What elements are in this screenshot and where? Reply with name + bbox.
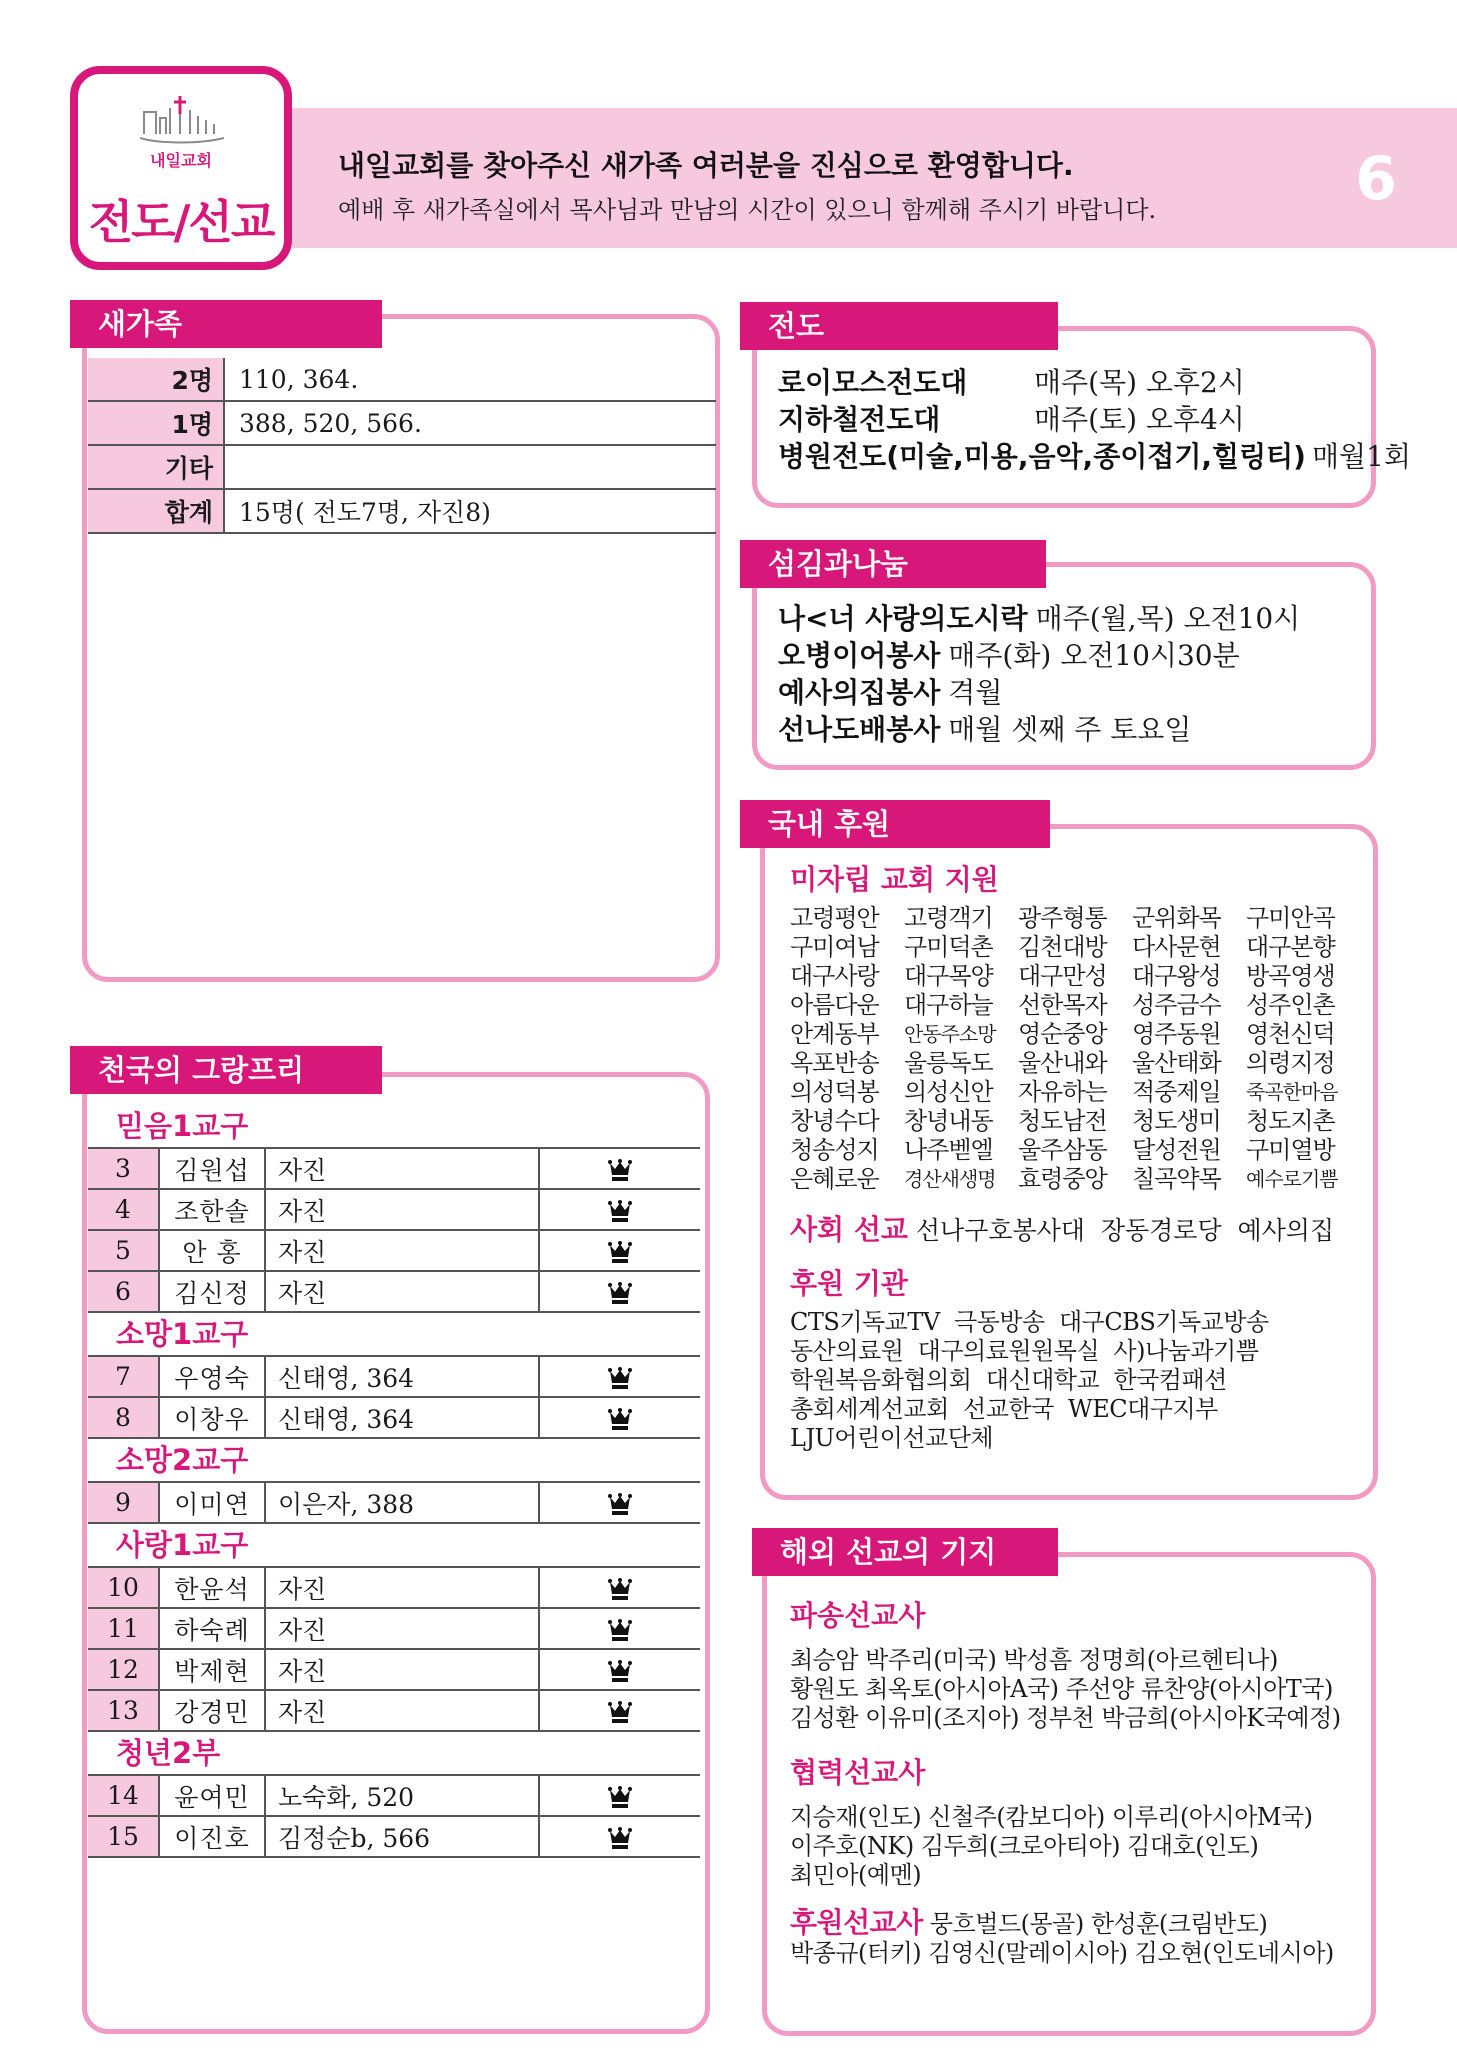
church-item: 대구목양 [904,962,993,990]
serving-time: 매주(화) 오전10시30분 [948,639,1240,672]
church-item: 구미덕촌 [904,933,993,961]
new-family-label: 1명 [88,401,224,445]
evangelism-name: 로이모스전도대 [778,366,968,399]
church-item: 영순중앙 [1018,1020,1107,1048]
evangelism-time: 매주(토) 오후4시 [1034,403,1245,436]
new-family-table [88,358,716,534]
agencies-list [790,1308,1370,1453]
evangelism-tab: 전도 [740,302,1058,350]
page-number: 6 [1355,144,1397,214]
church-item: 영천신덕 [1246,1020,1335,1048]
serving-row [778,674,1300,711]
coop-missionary-line: 이주호(NK) 김두희(크로아티아) 김대호(인도) [790,1832,1259,1860]
church-item: 옥포반송 [790,1049,879,1077]
church-item: 군위화목 [1132,904,1221,932]
crown-cell [539,1397,700,1438]
crown-icon [607,1282,633,1306]
serving-list [778,600,1300,748]
member-name: 이창우 [159,1397,265,1438]
coop-missionaries-list [790,1803,1360,1890]
support-missionaries-row [790,1908,1360,1939]
crown-icon [607,1786,633,1810]
group-title: 소망1교구 [116,1317,249,1351]
church-item: 청도지촌 [1246,1107,1335,1135]
crown-cell [539,1690,700,1731]
new-family-row [88,401,716,445]
new-family-row [88,489,716,533]
table-row [88,1567,700,1608]
welcome-text: 내일교회를 찾아주신 새가족 여러분을 진심으로 환영합니다. [338,149,1074,182]
crown-cell [539,1608,700,1649]
new-family-value: 110, 364. [224,358,716,401]
church-item: 나주벧엘 [904,1136,993,1164]
crown-icon [607,1408,633,1432]
agency-line: 총회세계선교회 선교한국 WEC대구지부 [790,1395,1218,1423]
serving-time: 매주(월,목) 오전10시 [1035,602,1301,635]
church-item: 방곡영생 [1246,962,1335,990]
church-item: 예수로기쁨 [1246,1167,1338,1191]
new-family-row [88,358,716,401]
table-row [88,1189,700,1230]
row-number: 15 [88,1816,159,1857]
evangelism-time: 매주(목) 오후2시 [1034,366,1245,399]
member-name: 조한솔 [159,1189,265,1230]
church-item: 고령평안 [790,904,879,932]
church-item: 죽곡한마음 [1246,1080,1338,1104]
serving-tab: 섬김과나눔 [740,540,1046,588]
church-item: 울산태화 [1132,1049,1221,1077]
social-mission-items: 선나구호봉사대 장동경로당 예사의집 [915,1216,1335,1245]
member-detail: 자진 [265,1567,539,1608]
agency-line: CTS기독교TV 극동방송 대구CBS기독교방송 [790,1308,1269,1336]
church-item: 아름다운 [790,991,879,1019]
coop-missionaries-title: 협력선교사 [790,1756,926,1789]
church-logo-box [70,66,292,270]
section-title: 전도/선교 [88,195,274,249]
member-detail: 자진 [265,1649,539,1690]
group-title: 소망2교구 [116,1443,249,1477]
church-item: 안동주소망 [904,1022,996,1046]
crown-cell [539,1189,700,1230]
crown-icon [607,1493,633,1517]
evangelism-row [778,364,1411,401]
heaven-tab: 천국의 그랑프리 [70,1046,382,1094]
crown-icon [607,1660,633,1684]
crown-cell [539,1649,700,1690]
member-name: 안 홍 [159,1230,265,1271]
church-item: 효령중앙 [1018,1165,1107,1193]
member-name: 한윤석 [159,1567,265,1608]
new-family-label: 기타 [88,445,224,489]
member-name: 우영숙 [159,1356,265,1397]
crown-cell [539,1816,700,1857]
church-item: 경산새생명 [904,1167,996,1191]
sent-missionary-line: 최승암 박주리(미국) 박성흠 정명희(아르헨티나) [790,1646,1278,1674]
new-family-value [224,445,716,489]
member-detail: 자진 [265,1608,539,1649]
row-number: 9 [88,1482,159,1523]
evangelism-row [778,401,1411,438]
member-name: 김원섭 [159,1148,265,1189]
church-item: 울주삼동 [1018,1136,1107,1164]
church-item: 성주인촌 [1246,991,1335,1019]
church-item: 창녕수다 [790,1107,879,1135]
church-item: 의성신안 [904,1078,993,1106]
agency-line: 동산의료원 대구의료원원목실 사)나눔과기쁨 [790,1337,1259,1365]
sent-missionary-line: 김성환 이유미(조지아) 정부천 박금희(아시아K국예정) [790,1704,1341,1732]
member-detail: 신태영, 364 [265,1356,539,1397]
church-item: 선한목자 [1018,991,1107,1019]
church-item: 고령객기 [904,904,993,932]
serving-row [778,600,1300,637]
sent-missionaries-title: 파송선교사 [790,1599,926,1632]
church-item: 청도남전 [1018,1107,1107,1135]
new-family-tab: 새가족 [70,300,382,348]
new-family-label: 2명 [88,358,224,401]
crown-icon [607,1578,633,1602]
crown-cell [539,1356,700,1397]
table-row [88,1608,700,1649]
church-logo-icon [140,94,224,150]
serving-name: 오병이어봉사 [778,639,941,672]
table-row [88,1649,700,1690]
churches-title: 미자립 교회 지원 [790,863,999,896]
crown-icon [607,1701,633,1725]
welcome-banner [280,108,1457,248]
coop-missionary-line: 지승재(인도) 신철주(캄보디아) 이루리(아시아M국) [790,1803,1313,1831]
church-item: 성주금수 [1132,991,1221,1019]
coop-missionary-line: 최민아(예멘) [790,1861,922,1889]
table-row [88,1230,700,1271]
row-number: 5 [88,1230,159,1271]
support-missionaries-title: 후원선교사 [790,1906,923,1939]
church-item: 자유하는 [1018,1078,1107,1106]
new-family-label: 합계 [88,489,224,533]
table-row [88,1690,700,1731]
church-item: 울릉독도 [904,1049,993,1077]
church-item: 은혜로운 [790,1165,879,1193]
evangelism-row [778,438,1411,475]
crown-icon [607,1827,633,1851]
row-number: 13 [88,1690,159,1731]
crown-cell [539,1482,700,1523]
group-table [88,1355,700,1439]
welcome-subtext: 예배 후 새가족실에서 목사님과 만남의 시간이 있으니 함께해 주시기 바랍니다. [338,196,1157,224]
row-number: 8 [88,1397,159,1438]
member-name: 김신정 [159,1271,265,1312]
row-number: 7 [88,1356,159,1397]
table-row [88,1397,700,1438]
group-table [88,1147,700,1313]
church-item: 구미열방 [1246,1136,1335,1164]
new-family-row [88,445,716,489]
agencies-title: 후원 기관 [790,1267,908,1300]
new-family-value: 388, 520, 566. [224,401,716,445]
row-number: 3 [88,1148,159,1189]
member-detail: 자진 [265,1271,539,1312]
row-number: 14 [88,1775,159,1816]
row-number: 11 [88,1608,159,1649]
member-name: 이미연 [159,1482,265,1523]
table-row [88,1271,700,1312]
crown-cell [539,1775,700,1816]
domestic-content [790,858,1370,1453]
serving-name: 예사의집봉사 [778,676,941,709]
row-number: 12 [88,1649,159,1690]
church-item: 달성전원 [1132,1136,1221,1164]
table-row [88,1356,700,1397]
sent-missionary-line: 황원도 최옥토(아시아A국) 주선양 류찬양(아시아T국) [790,1675,1333,1703]
church-item: 적중제일 [1132,1078,1221,1106]
serving-name: 선나도배봉사 [778,713,941,746]
church-item: 광주형통 [1018,904,1107,932]
group-table [88,1481,700,1524]
crown-icon [607,1367,633,1391]
church-item: 의성덕봉 [790,1078,879,1106]
table-row [88,1148,700,1189]
serving-time: 매월 셋째 주 토요일 [948,713,1192,746]
serving-row [778,637,1300,674]
row-number: 10 [88,1567,159,1608]
row-number: 4 [88,1189,159,1230]
church-item: 대구본향 [1246,933,1335,961]
crown-icon [607,1200,633,1224]
member-detail: 자진 [265,1230,539,1271]
table-row [88,1816,700,1857]
church-item: 울산내와 [1018,1049,1107,1077]
table-row [88,1775,700,1816]
crown-icon [607,1159,633,1183]
agency-line: 학원복음화협의회 대신대학교 한국컴패션 [790,1366,1227,1394]
member-name: 박제현 [159,1649,265,1690]
crown-cell [539,1567,700,1608]
evangelism-time: 매월1회 [1311,440,1411,473]
member-detail: 신태영, 364 [265,1397,539,1438]
member-name: 강경민 [159,1690,265,1731]
group-title: 청년2부 [116,1736,221,1770]
member-detail: 자진 [265,1690,539,1731]
church-item: 칠곡약목 [1132,1165,1221,1193]
social-mission-row [790,1208,1370,1248]
evangelism-name: 병원전도(미술,미용,음악,종이접기,힐링티) [778,440,1306,473]
crown-cell [539,1230,700,1271]
church-item: 다사문현 [1132,933,1221,961]
church-item: 대구왕성 [1132,962,1221,990]
serving-time: 격월 [948,676,1003,709]
support-missionaries-second: 박종규(터키) 김영신(말레이시아) 김오현(인도네시아) [790,1939,1334,1967]
agency-line: LJU어린이선교단체 [790,1424,994,1452]
sent-missionaries-list [790,1646,1360,1733]
group-table [88,1774,700,1858]
church-item: 대구만성 [1018,962,1107,990]
support-missionaries-first: 뭉흐벌드(몽골) 한성훈(크림반도) [929,1910,1268,1938]
church-item: 대구사랑 [790,962,879,990]
churches-grid [790,904,1370,1194]
member-detail: 자진 [265,1148,539,1189]
evangelism-list [778,364,1411,475]
church-item: 영주동원 [1132,1020,1221,1048]
member-detail: 노숙화, 520 [265,1775,539,1816]
member-name: 윤여민 [159,1775,265,1816]
row-number: 6 [88,1271,159,1312]
crown-cell [539,1148,700,1189]
church-item: 김천대방 [1018,933,1107,961]
heaven-list [88,1105,700,1858]
social-mission-title: 사회 선교 [790,1213,908,1246]
overseas-content [790,1594,1360,1968]
domestic-tab: 국내 후원 [740,800,1050,848]
evangelism-name: 지하철전도대 [778,403,941,436]
serving-row [778,711,1300,748]
serving-name: 나<너 사랑의도시락 [778,602,1028,635]
logo-name: 내일교회 [150,151,212,170]
member-name: 하숙례 [159,1608,265,1649]
church-item: 청송성지 [790,1136,879,1164]
overseas-tab: 해외 선교의 기지 [752,1528,1058,1576]
table-row [88,1482,700,1523]
member-detail: 이은자, 388 [265,1482,539,1523]
member-detail: 자진 [265,1189,539,1230]
church-item: 창녕내동 [904,1107,993,1135]
group-table [88,1566,700,1732]
member-name: 이진호 [159,1816,265,1857]
member-detail: 김정순b, 566 [265,1816,539,1857]
church-item: 안계동부 [790,1020,879,1048]
church-item: 대구하늘 [904,991,993,1019]
crown-icon [607,1241,633,1265]
church-item: 청도생미 [1132,1107,1221,1135]
church-item: 구미여남 [790,933,879,961]
new-family-value: 15명( 전도7명, 자진8) [224,489,716,533]
church-item: 의령지정 [1246,1049,1335,1077]
church-item: 구미안곡 [1246,904,1335,932]
crown-cell [539,1271,700,1312]
group-title: 사랑1교구 [116,1528,249,1562]
crown-icon [607,1619,633,1643]
group-title: 믿음1교구 [116,1109,249,1143]
